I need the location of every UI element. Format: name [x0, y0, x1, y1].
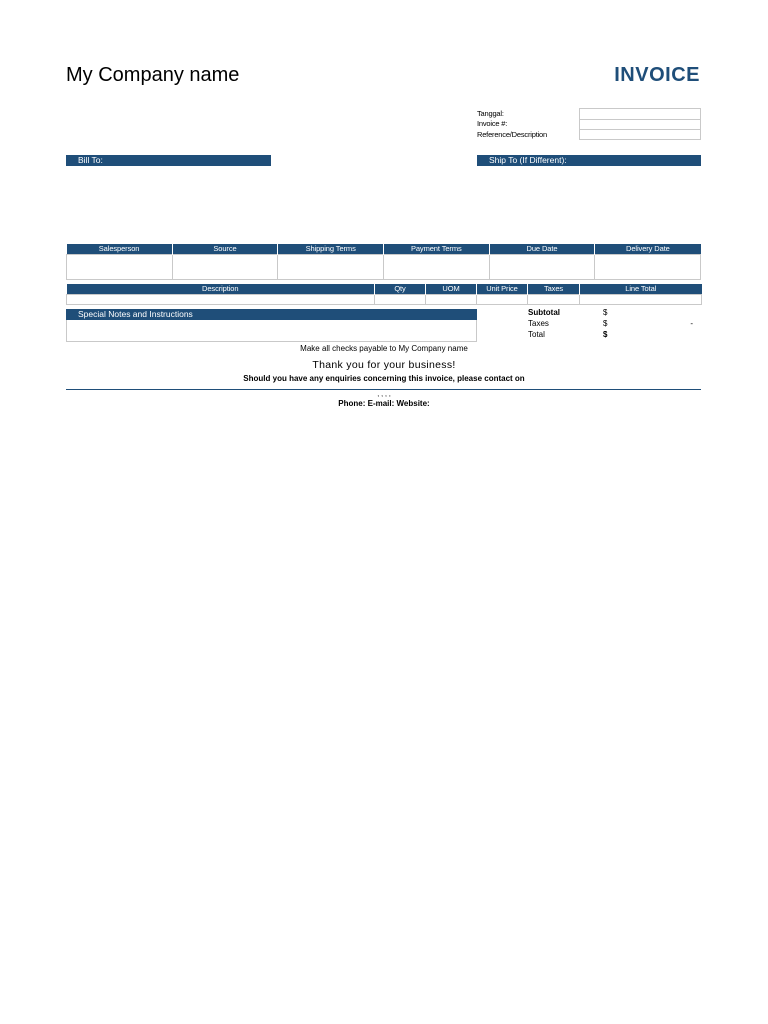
table-row — [67, 294, 702, 304]
invoice-title: INVOICE — [614, 64, 700, 86]
reference-row — [477, 129, 701, 140]
shipping-terms-header: Shipping Terms — [278, 244, 384, 254]
invoice-number-row — [477, 119, 701, 130]
delivery-date-cell[interactable] — [595, 254, 701, 279]
taxes-row — [528, 318, 701, 329]
taxes-label: Taxes — [528, 319, 549, 328]
date-field[interactable] — [579, 108, 701, 119]
unit-price-cell[interactable] — [477, 294, 528, 304]
total-row — [528, 329, 701, 340]
subtotal-label: Subtotal — [528, 308, 560, 317]
due-date-header: Due Date — [489, 244, 595, 254]
items-header-row — [67, 284, 702, 294]
bill-to-header: Bill To: — [66, 155, 271, 166]
salesperson-cell[interactable] — [67, 254, 173, 279]
taxes-currency: $ — [603, 319, 608, 328]
source-header: Source — [172, 244, 278, 254]
uom-cell[interactable] — [426, 294, 477, 304]
shipping-terms-cell[interactable] — [278, 254, 384, 279]
order-info-table — [66, 244, 701, 280]
delivery-date-header: Delivery Date — [595, 244, 701, 254]
footer-divider — [66, 389, 701, 390]
description-header: Description — [67, 284, 375, 294]
unit-price-header: Unit Price — [477, 284, 528, 294]
salesperson-header: Salesperson — [67, 244, 173, 254]
invoice-meta — [477, 108, 701, 140]
date-row — [477, 108, 701, 119]
total-currency: $ — [603, 330, 608, 339]
thank-you-message: Thank you for your business! — [312, 359, 456, 371]
invoice-number-field[interactable] — [579, 119, 701, 130]
uom-header: UOM — [426, 284, 477, 294]
qty-cell[interactable] — [375, 294, 426, 304]
description-cell[interactable] — [67, 294, 375, 304]
qty-header: Qty — [375, 284, 426, 294]
subtotal-row — [528, 307, 701, 318]
date-label: Tanggal: — [477, 108, 504, 118]
company-address: , , , , — [377, 391, 391, 398]
order-row — [67, 254, 701, 279]
line-total-cell[interactable] — [580, 294, 702, 304]
order-header-row — [67, 244, 701, 254]
line-total-header: Line Total — [580, 284, 702, 294]
source-cell[interactable] — [172, 254, 278, 279]
total-label: Total — [528, 330, 545, 339]
subtotal-currency: $ — [603, 308, 608, 317]
enquiries-note: Should you have any enquiries concerning this invoice, please contact on — [243, 374, 525, 383]
special-notes-title: Special Notes and Instructions — [66, 309, 477, 320]
totals-block — [528, 307, 701, 340]
contact-info: Phone: E-mail: Website: — [338, 399, 430, 408]
taxes-cell[interactable] — [528, 294, 580, 304]
taxes-header: Taxes — [528, 284, 580, 294]
taxes-value: - — [690, 319, 693, 328]
ship-to-header: Ship To (If Different): — [477, 155, 701, 166]
payment-terms-header: Payment Terms — [383, 244, 489, 254]
payable-note: Make all checks payable to My Company name — [300, 344, 468, 353]
company-name: My Company name — [66, 64, 240, 86]
reference-label: Reference/Description — [477, 129, 548, 139]
line-items-table — [66, 284, 702, 305]
special-notes-section — [66, 309, 477, 342]
payment-terms-cell[interactable] — [383, 254, 489, 279]
special-notes-field[interactable] — [66, 320, 477, 342]
reference-field[interactable] — [579, 129, 701, 140]
due-date-cell[interactable] — [489, 254, 595, 279]
invoice-number-label: Invoice #: — [477, 119, 508, 129]
